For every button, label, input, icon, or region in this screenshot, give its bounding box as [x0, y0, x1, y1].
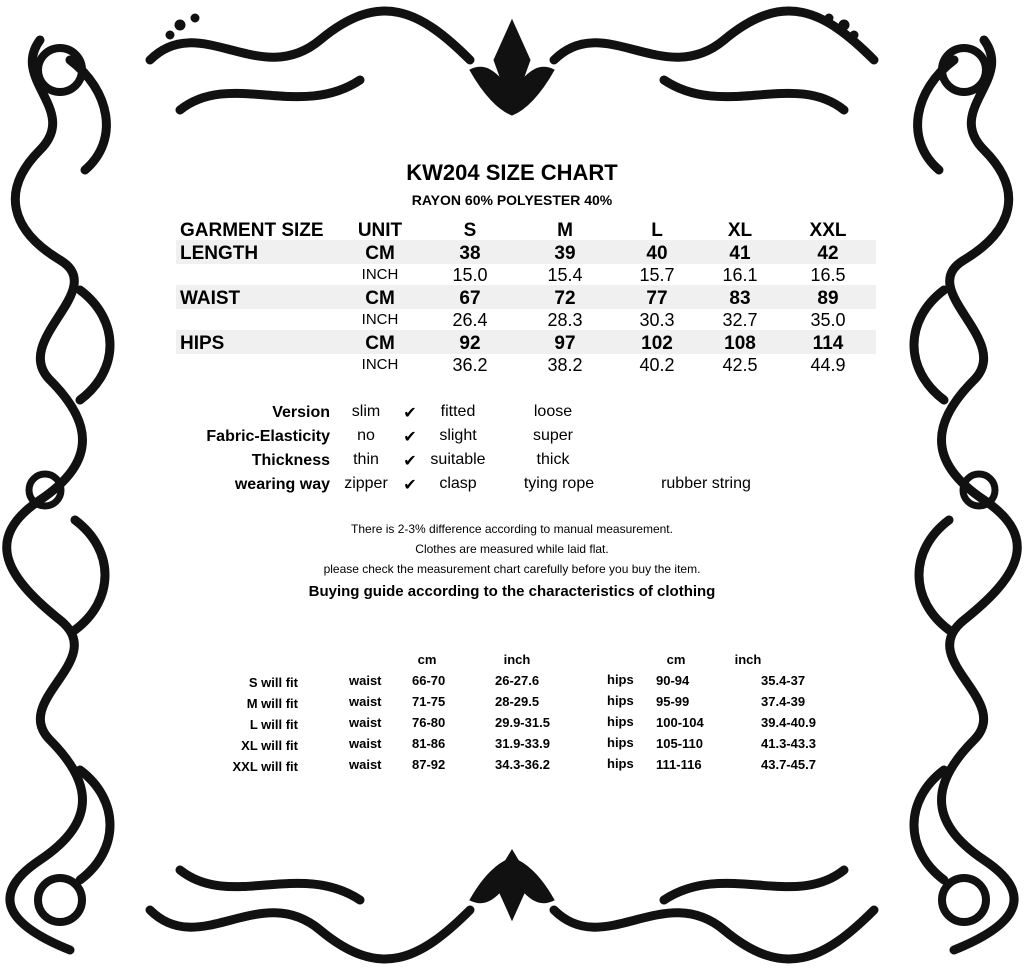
cell-inch: 15.0 — [452, 265, 488, 285]
cell-cm: 40 — [646, 243, 668, 264]
guide-col-inch-hips: inch — [734, 652, 762, 667]
guide-waist-label: waist — [349, 694, 382, 709]
guide-waist-cm: 87-92 — [412, 757, 446, 772]
guide-hips-label: hips — [607, 672, 634, 687]
header-size-m: M — [557, 220, 573, 241]
unit-cm: CM — [365, 243, 395, 264]
cell-inch: 30.3 — [639, 310, 675, 330]
row-label: LENGTH — [180, 243, 259, 264]
guide-waist-cm: 81-86 — [412, 736, 446, 751]
attribute-label: Version — [272, 404, 330, 421]
guide-waist-inch: 34.3-36.2 — [495, 757, 550, 772]
option-selected: suitable — [430, 451, 486, 468]
note-laid-flat: Clothes are measured while laid flat. — [415, 542, 609, 556]
guide-hips-inch: 39.4-40.9 — [761, 715, 816, 730]
cell-inch: 35.0 — [810, 310, 846, 330]
cell-inch: 44.9 — [810, 355, 846, 375]
unit-inch: INCH — [361, 266, 399, 283]
cell-inch: 38.2 — [547, 355, 583, 375]
cell-cm: 39 — [554, 243, 576, 264]
guide-hips-inch: 43.7-45.7 — [761, 757, 816, 772]
cell-cm: 114 — [812, 333, 844, 354]
cell-inch: 36.2 — [452, 355, 488, 375]
guide-waist-label: waist — [349, 673, 382, 688]
guide-size: L will fit — [249, 717, 298, 732]
bottom-center-crest — [470, 850, 554, 920]
guide-size: XL will fit — [241, 738, 298, 753]
guide-waist-inch: 31.9-33.9 — [495, 736, 550, 751]
attribute-label: wearing way — [234, 476, 330, 493]
guide-hips-label: hips — [607, 693, 634, 708]
guide-hips-label: hips — [607, 714, 634, 729]
buying-guide-title: Buying guide according to the characteristics of clothing — [308, 583, 716, 600]
cell-cm: 83 — [729, 288, 751, 309]
guide-col-cm-hips: cm — [666, 652, 686, 667]
guide-hips-cm: 95-99 — [656, 694, 690, 709]
note-check-chart: please check the measurement chart carefully before you buy the item. — [323, 562, 701, 576]
cell-cm: 102 — [641, 333, 673, 354]
cell-inch: 15.4 — [547, 265, 583, 285]
guide-waist-cm: 76-80 — [412, 715, 446, 730]
guide-col-inch: inch — [503, 652, 531, 667]
cell-inch: 15.7 — [639, 265, 675, 285]
cell-cm: 89 — [817, 288, 839, 309]
option-selected: clasp — [439, 475, 477, 492]
option: super — [532, 427, 574, 444]
guide-waist-label: waist — [349, 715, 382, 730]
attribute-label: Fabric-Elasticity — [206, 428, 330, 445]
option: tying rope — [523, 475, 595, 492]
option-selected: slight — [439, 427, 477, 444]
check-mark-icon: ✔ — [403, 429, 417, 446]
header-size-xl: XL — [727, 220, 753, 241]
cell-cm: 77 — [646, 288, 668, 309]
cell-inch: 16.1 — [722, 265, 758, 285]
guide-waist-label: waist — [349, 757, 382, 772]
guide-size: S will fit — [248, 675, 298, 690]
guide-waist-inch: 26-27.6 — [495, 673, 540, 688]
cell-inch: 42.5 — [722, 355, 758, 375]
guide-waist-inch: 29.9-31.5 — [495, 715, 550, 730]
check-mark-icon: ✔ — [403, 477, 417, 494]
check-mark-icon: ✔ — [403, 405, 417, 422]
guide-hips-cm: 105-110 — [656, 736, 703, 751]
guide-waist-inch: 28-29.5 — [495, 694, 540, 709]
header-size-s: S — [463, 220, 477, 241]
cell-inch: 28.3 — [547, 310, 583, 330]
material-subtitle: RAYON 60% POLYESTER 40% — [411, 192, 613, 208]
cell-cm: 38 — [459, 243, 481, 264]
option: no — [357, 427, 375, 444]
unit-inch: INCH — [361, 356, 399, 373]
guide-hips-label: hips — [607, 735, 634, 750]
cell-cm: 72 — [554, 288, 576, 309]
header-size-xxl: XXL — [809, 220, 847, 241]
row-label: HIPS — [180, 333, 225, 354]
cell-cm: 67 — [459, 288, 481, 309]
guide-size: M will fit — [246, 696, 298, 711]
guide-waist-cm: 71-75 — [412, 694, 446, 709]
unit-cm: CM — [365, 288, 395, 309]
guide-hips-label: hips — [607, 756, 634, 771]
row-label: WAIST — [180, 288, 241, 309]
unit-cm: CM — [365, 333, 395, 354]
check-mark-icon: ✔ — [403, 453, 417, 470]
guide-waist-label: waist — [349, 736, 382, 751]
note-difference: There is 2-3% difference according to manual measurement. — [351, 522, 673, 536]
cell-inch: 40.2 — [639, 355, 675, 375]
unit-inch: INCH — [361, 311, 399, 328]
cell-cm: 92 — [459, 333, 481, 354]
guide-hips-inch: 37.4-39 — [761, 694, 806, 709]
guide-hips-cm: 100-104 — [656, 715, 704, 730]
guide-hips-cm: 111-116 — [656, 757, 702, 772]
guide-col-cm: cm — [417, 652, 437, 667]
cell-cm: 97 — [554, 333, 576, 354]
option: thick — [536, 451, 570, 468]
cell-cm: 42 — [817, 243, 839, 264]
guide-waist-cm: 66-70 — [412, 673, 446, 688]
option: thin — [353, 451, 379, 468]
cell-inch: 16.5 — [810, 265, 846, 285]
header-unit: UNIT — [357, 220, 403, 241]
cell-cm: 108 — [724, 333, 756, 354]
option: zipper — [344, 475, 388, 492]
attribute-label: Thickness — [251, 452, 330, 469]
header-size-l: L — [651, 220, 663, 241]
top-center-crest — [470, 20, 554, 115]
cell-cm: 41 — [729, 243, 751, 264]
header-garment-size: GARMENT SIZE — [180, 220, 324, 241]
cell-inch: 26.4 — [452, 310, 488, 330]
option: slim — [351, 403, 381, 420]
guide-size: XXL will fit — [232, 759, 298, 774]
option: loose — [533, 403, 573, 420]
guide-hips-inch: 35.4-37 — [761, 673, 806, 688]
option: rubber string — [661, 475, 751, 492]
cell-inch: 32.7 — [722, 310, 758, 330]
guide-hips-inch: 41.3-43.3 — [761, 736, 816, 751]
page-title: KW204 SIZE CHART — [406, 160, 618, 185]
guide-hips-cm: 90-94 — [656, 673, 690, 688]
option-selected: fitted — [440, 403, 476, 420]
